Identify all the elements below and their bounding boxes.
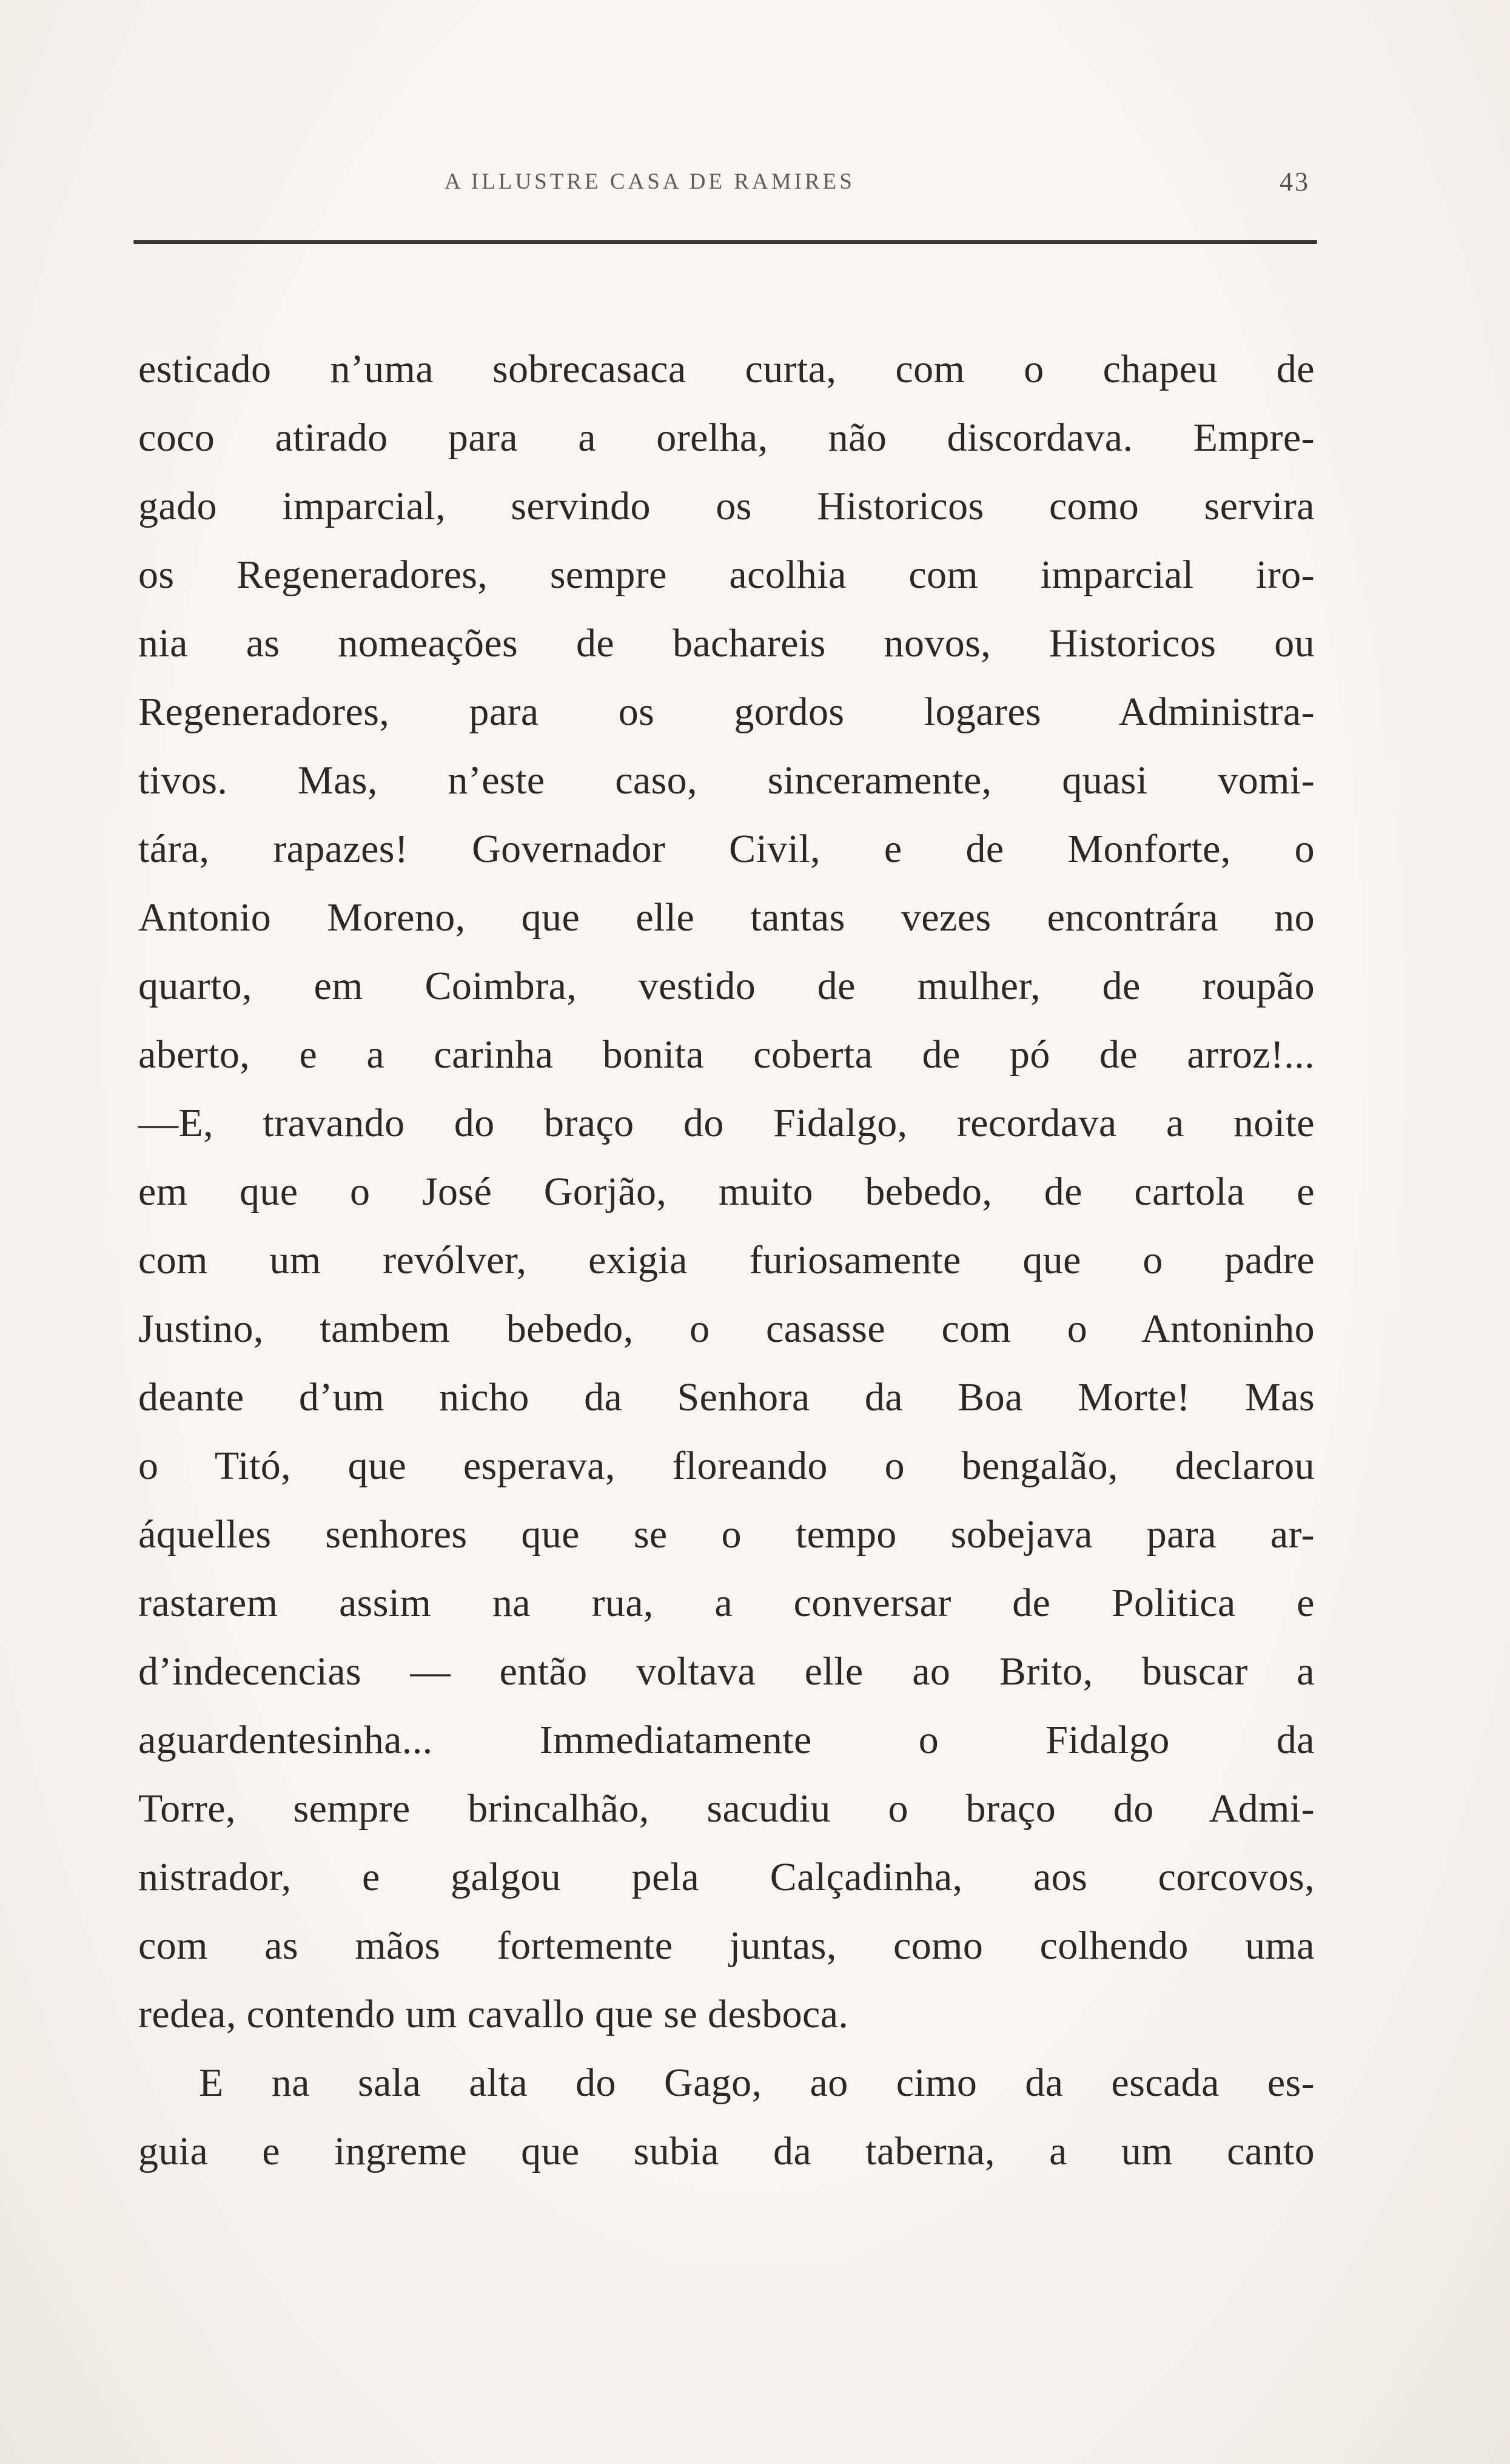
text-line-paragraph-start: E na sala alta do Gago, ao cimo da escada es- <box>199 2061 1315 2105</box>
text-line: deante d’um nicho da Senhora da Boa Morte! Mas <box>138 1375 1315 1419</box>
text-line: Torre, sempre brincalhão, sacudiu o braço do Admi- <box>138 1786 1315 1831</box>
text-line: os Regeneradores, sempre acolhia com imparcial iro- <box>138 553 1315 597</box>
text-line-paragraph-end: redea, contendo um cavallo que se desboca. <box>138 1992 849 2036</box>
text-line: d’indecencias — então voltava elle ao Brito, buscar a <box>138 1649 1315 1694</box>
text-line: —E, travando do braço do Fidalgo, recordava a noite <box>138 1101 1315 1145</box>
text-line: guia e ingreme que subia da taberna, a um canto <box>138 2129 1315 2173</box>
text-line: nistrador, e galgou pela Calçadinha, aos corcovos, <box>138 1855 1315 1899</box>
page-number: 43 <box>1280 167 1310 197</box>
text-line: o Titó, que esperava, floreando o bengalão, declarou <box>138 1444 1315 1488</box>
text-block <box>138 335 1315 2186</box>
text-line: com as mãos fortemente juntas, como colhendo uma <box>138 1924 1315 1968</box>
text-line: tára, rapazes! Governador Civil, e de Monforte, o <box>138 827 1315 871</box>
text-line: áquelles senhores que se o tempo sobejava para ar- <box>138 1512 1315 1557</box>
header-rule <box>133 240 1317 244</box>
text-line: em que o José Gorjão, muito bebedo, de cartola e <box>138 1170 1315 1214</box>
text-line: Justino, tambem bebedo, o casasse com o Antoninho <box>138 1307 1315 1351</box>
text-line: quarto, em Coimbra, vestido de mulher, de roupão <box>138 964 1315 1008</box>
page-header <box>138 165 1315 199</box>
text-line: tivos. Mas, n’este caso, sinceramente, quasi vomi- <box>138 758 1315 803</box>
text-line: Regeneradores, para os gordos logares Administra- <box>138 690 1315 734</box>
text-line: aberto, e a carinha bonita coberta de pó de arroz!... <box>138 1032 1315 1077</box>
text-line: com um revólver, exigia furiosamente que o padre <box>138 1238 1315 1282</box>
text-line: gado imparcial, servindo os Historicos como servira <box>138 484 1315 528</box>
text-line: rastarem assim na rua, a conversar de Politica e <box>138 1581 1315 1625</box>
running-title: A ILLUSTRE CASA DE RAMIRES <box>445 169 855 194</box>
text-line: esticado n’uma sobrecasaca curta, com o chapeu de <box>138 347 1315 391</box>
text-line: aguardentesinha... Immediatamente o Fidalgo da <box>138 1718 1315 1762</box>
text-line: nia as nomeações de bachareis novos, Historicos ou <box>138 621 1315 665</box>
text-line: Antonio Moreno, que elle tantas vezes encontrára no <box>138 895 1315 940</box>
text-line: coco atirado para a orelha, não discordava. Empre- <box>138 416 1315 460</box>
